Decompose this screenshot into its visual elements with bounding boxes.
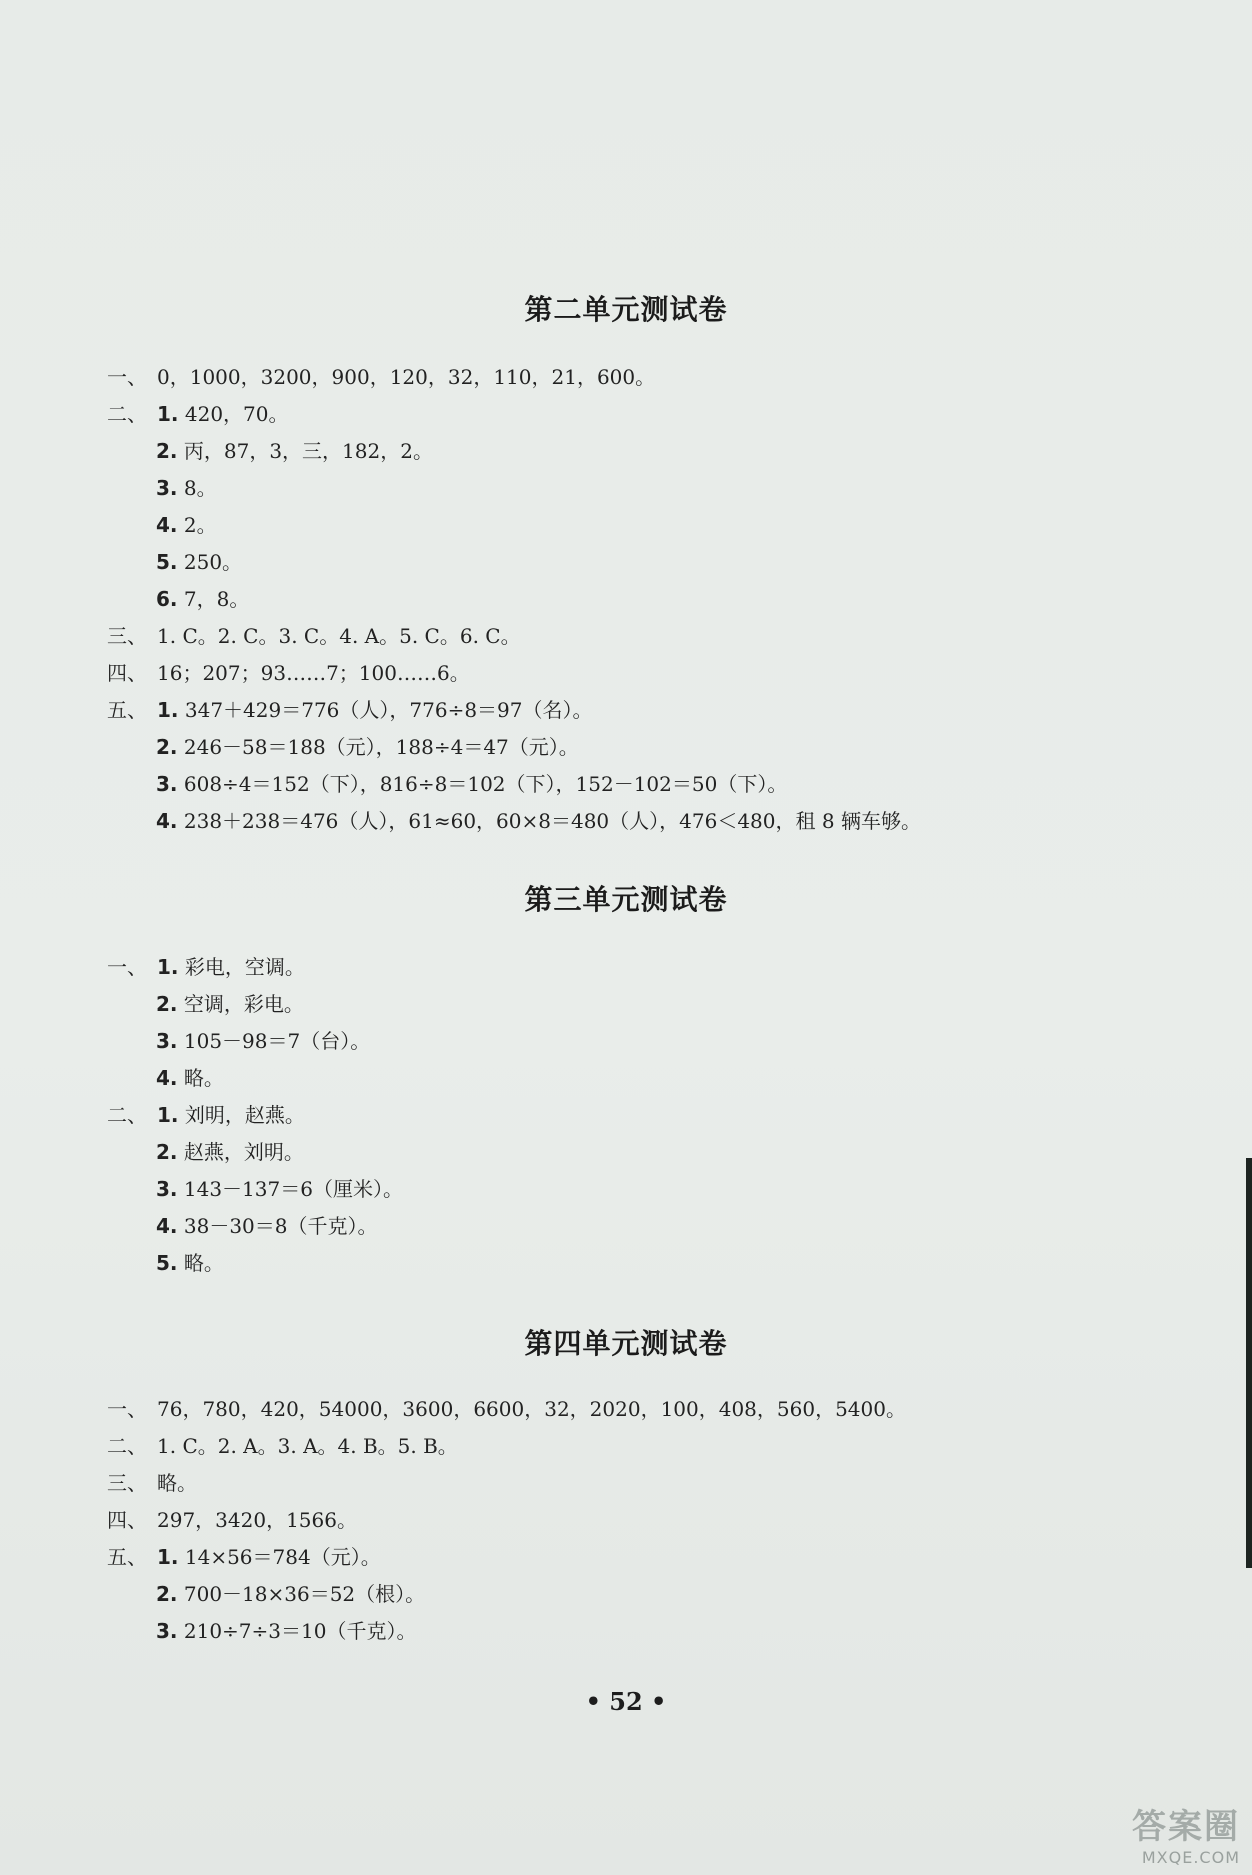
question-marker: 二、 <box>107 1434 147 1458</box>
item-number: 3. <box>156 476 178 500</box>
answer-text: 14×56＝784（元）。 <box>184 1545 381 1569</box>
answer-line <box>107 622 521 650</box>
item-number: 2. <box>156 992 178 1016</box>
item-number: 3. <box>156 1029 178 1053</box>
answer-line <box>156 733 579 761</box>
answer-line <box>156 1175 403 1203</box>
question-marker: 三、 <box>107 624 147 648</box>
answer-text: 0，1000，3200，900，120，32，110，21，600。 <box>157 365 656 389</box>
section-title: 第二单元测试卷 <box>524 293 728 326</box>
scan-edge-mark <box>1246 1158 1252 1568</box>
question-marker: 一、 <box>107 1397 147 1421</box>
item-number: 1. <box>157 402 179 426</box>
answer-line <box>156 548 242 576</box>
answer-text: 210÷7÷3＝10（千克）。 <box>183 1619 417 1643</box>
answer-line <box>107 1543 381 1571</box>
answer-line <box>156 1064 224 1092</box>
item-number: 1. <box>157 955 179 979</box>
item-number: 3. <box>156 772 178 796</box>
item-number: 6. <box>156 587 178 611</box>
watermark <box>1132 1799 1240 1867</box>
answer-text: 347＋429＝776（人），776÷8＝97（名）。 <box>184 698 593 722</box>
answer-line <box>156 1027 370 1055</box>
answer-text: 略。 <box>183 1066 224 1090</box>
answer-text: 246－58＝188（元），188÷4＝47（元）。 <box>183 735 579 759</box>
answer-text: 8。 <box>183 476 217 500</box>
answer-line <box>107 696 593 724</box>
answer-line <box>156 1138 304 1166</box>
item-number: 1. <box>157 1103 179 1127</box>
answer-text: 1. C。2. A。3. A。4. B。5. B。 <box>157 1434 458 1458</box>
item-number: 4. <box>156 809 178 833</box>
answer-text: 彩电，空调。 <box>184 955 305 979</box>
answer-line <box>156 1617 416 1645</box>
answer-text: 丙，87，3，三，182，2。 <box>183 439 433 463</box>
item-number: 3. <box>156 1619 178 1643</box>
answer-line <box>156 1580 425 1608</box>
answer-line <box>107 1395 906 1423</box>
answer-text: 空调，彩电。 <box>183 992 304 1016</box>
item-number: 5. <box>156 1251 178 1275</box>
question-marker: 一、 <box>107 365 147 389</box>
item-number: 4. <box>156 1066 178 1090</box>
answer-text: 700－18×36＝52（根）。 <box>183 1582 426 1606</box>
answer-text: 420，70。 <box>184 402 289 426</box>
answer-line <box>107 400 289 428</box>
answer-text: 略。 <box>157 1471 197 1495</box>
answer-text: 2。 <box>183 513 217 537</box>
item-number: 4. <box>156 1214 178 1238</box>
answer-text: 1. C。2. C。3. C。4. A。5. C。6. C。 <box>157 624 521 648</box>
item-number: 5. <box>156 550 178 574</box>
section-title: 第四单元测试卷 <box>524 1327 728 1360</box>
answer-line <box>156 807 921 835</box>
page-number: • 52 • <box>585 1687 667 1716</box>
answer-text: 略。 <box>183 1251 224 1275</box>
question-marker: 五、 <box>107 698 147 722</box>
answer-text: 608÷4＝152（下），816÷8＝102（下），152－102＝50（下）。 <box>183 772 788 796</box>
answer-line <box>107 659 470 687</box>
answer-line <box>107 363 655 391</box>
watermark-url: MXQE.COM <box>1141 1848 1240 1867</box>
question-marker: 二、 <box>107 402 147 426</box>
watermark-logo: 答案圈 <box>1132 1807 1240 1847</box>
answer-text: 143－137＝6（厘米）。 <box>183 1177 403 1201</box>
question-marker: 一、 <box>107 955 147 979</box>
question-marker: 三、 <box>107 1471 147 1495</box>
item-number: 2. <box>156 1140 178 1164</box>
question-marker: 五、 <box>107 1545 147 1569</box>
answer-line <box>156 770 787 798</box>
question-marker: 四、 <box>107 661 147 685</box>
section-title: 第三单元测试卷 <box>524 883 728 916</box>
answer-line <box>156 990 304 1018</box>
item-number: 2. <box>156 735 178 759</box>
answer-line <box>156 1249 224 1277</box>
answer-line <box>107 1506 357 1534</box>
question-marker: 二、 <box>107 1103 147 1127</box>
answer-line <box>156 474 217 502</box>
answer-line <box>107 1101 305 1129</box>
item-number: 1. <box>157 1545 179 1569</box>
answer-line <box>156 1212 378 1240</box>
answer-text: 刘明，赵燕。 <box>184 1103 305 1127</box>
answer-line <box>107 1432 458 1460</box>
item-number: 4. <box>156 513 178 537</box>
answer-text: 16；207；93……7；100……6。 <box>157 661 470 685</box>
answer-line <box>156 437 433 465</box>
answer-line <box>156 585 249 613</box>
item-number: 2. <box>156 439 178 463</box>
question-marker: 四、 <box>107 1508 147 1532</box>
answer-text: 76，780，420，54000，3600，6600，32，2020，100，408，560，5400。 <box>157 1397 906 1421</box>
item-number: 2. <box>156 1582 178 1606</box>
answer-line <box>107 953 305 981</box>
answer-text: 238＋238＝476（人），61≈60，60×8＝480（人），476＜480，租 8 辆车够。 <box>183 809 921 833</box>
answer-text: 105－98＝7（台）。 <box>183 1029 371 1053</box>
answer-text: 赵燕，刘明。 <box>183 1140 304 1164</box>
answer-line <box>107 1469 197 1497</box>
item-number: 1. <box>157 698 179 722</box>
item-number: 3. <box>156 1177 178 1201</box>
answer-text: 250。 <box>183 550 243 574</box>
answer-text: 38－30＝8（千克）。 <box>183 1214 378 1238</box>
answer-text: 297，3420，1566。 <box>157 1508 357 1532</box>
answer-line <box>156 511 217 539</box>
answer-text: 7，8。 <box>183 587 250 611</box>
